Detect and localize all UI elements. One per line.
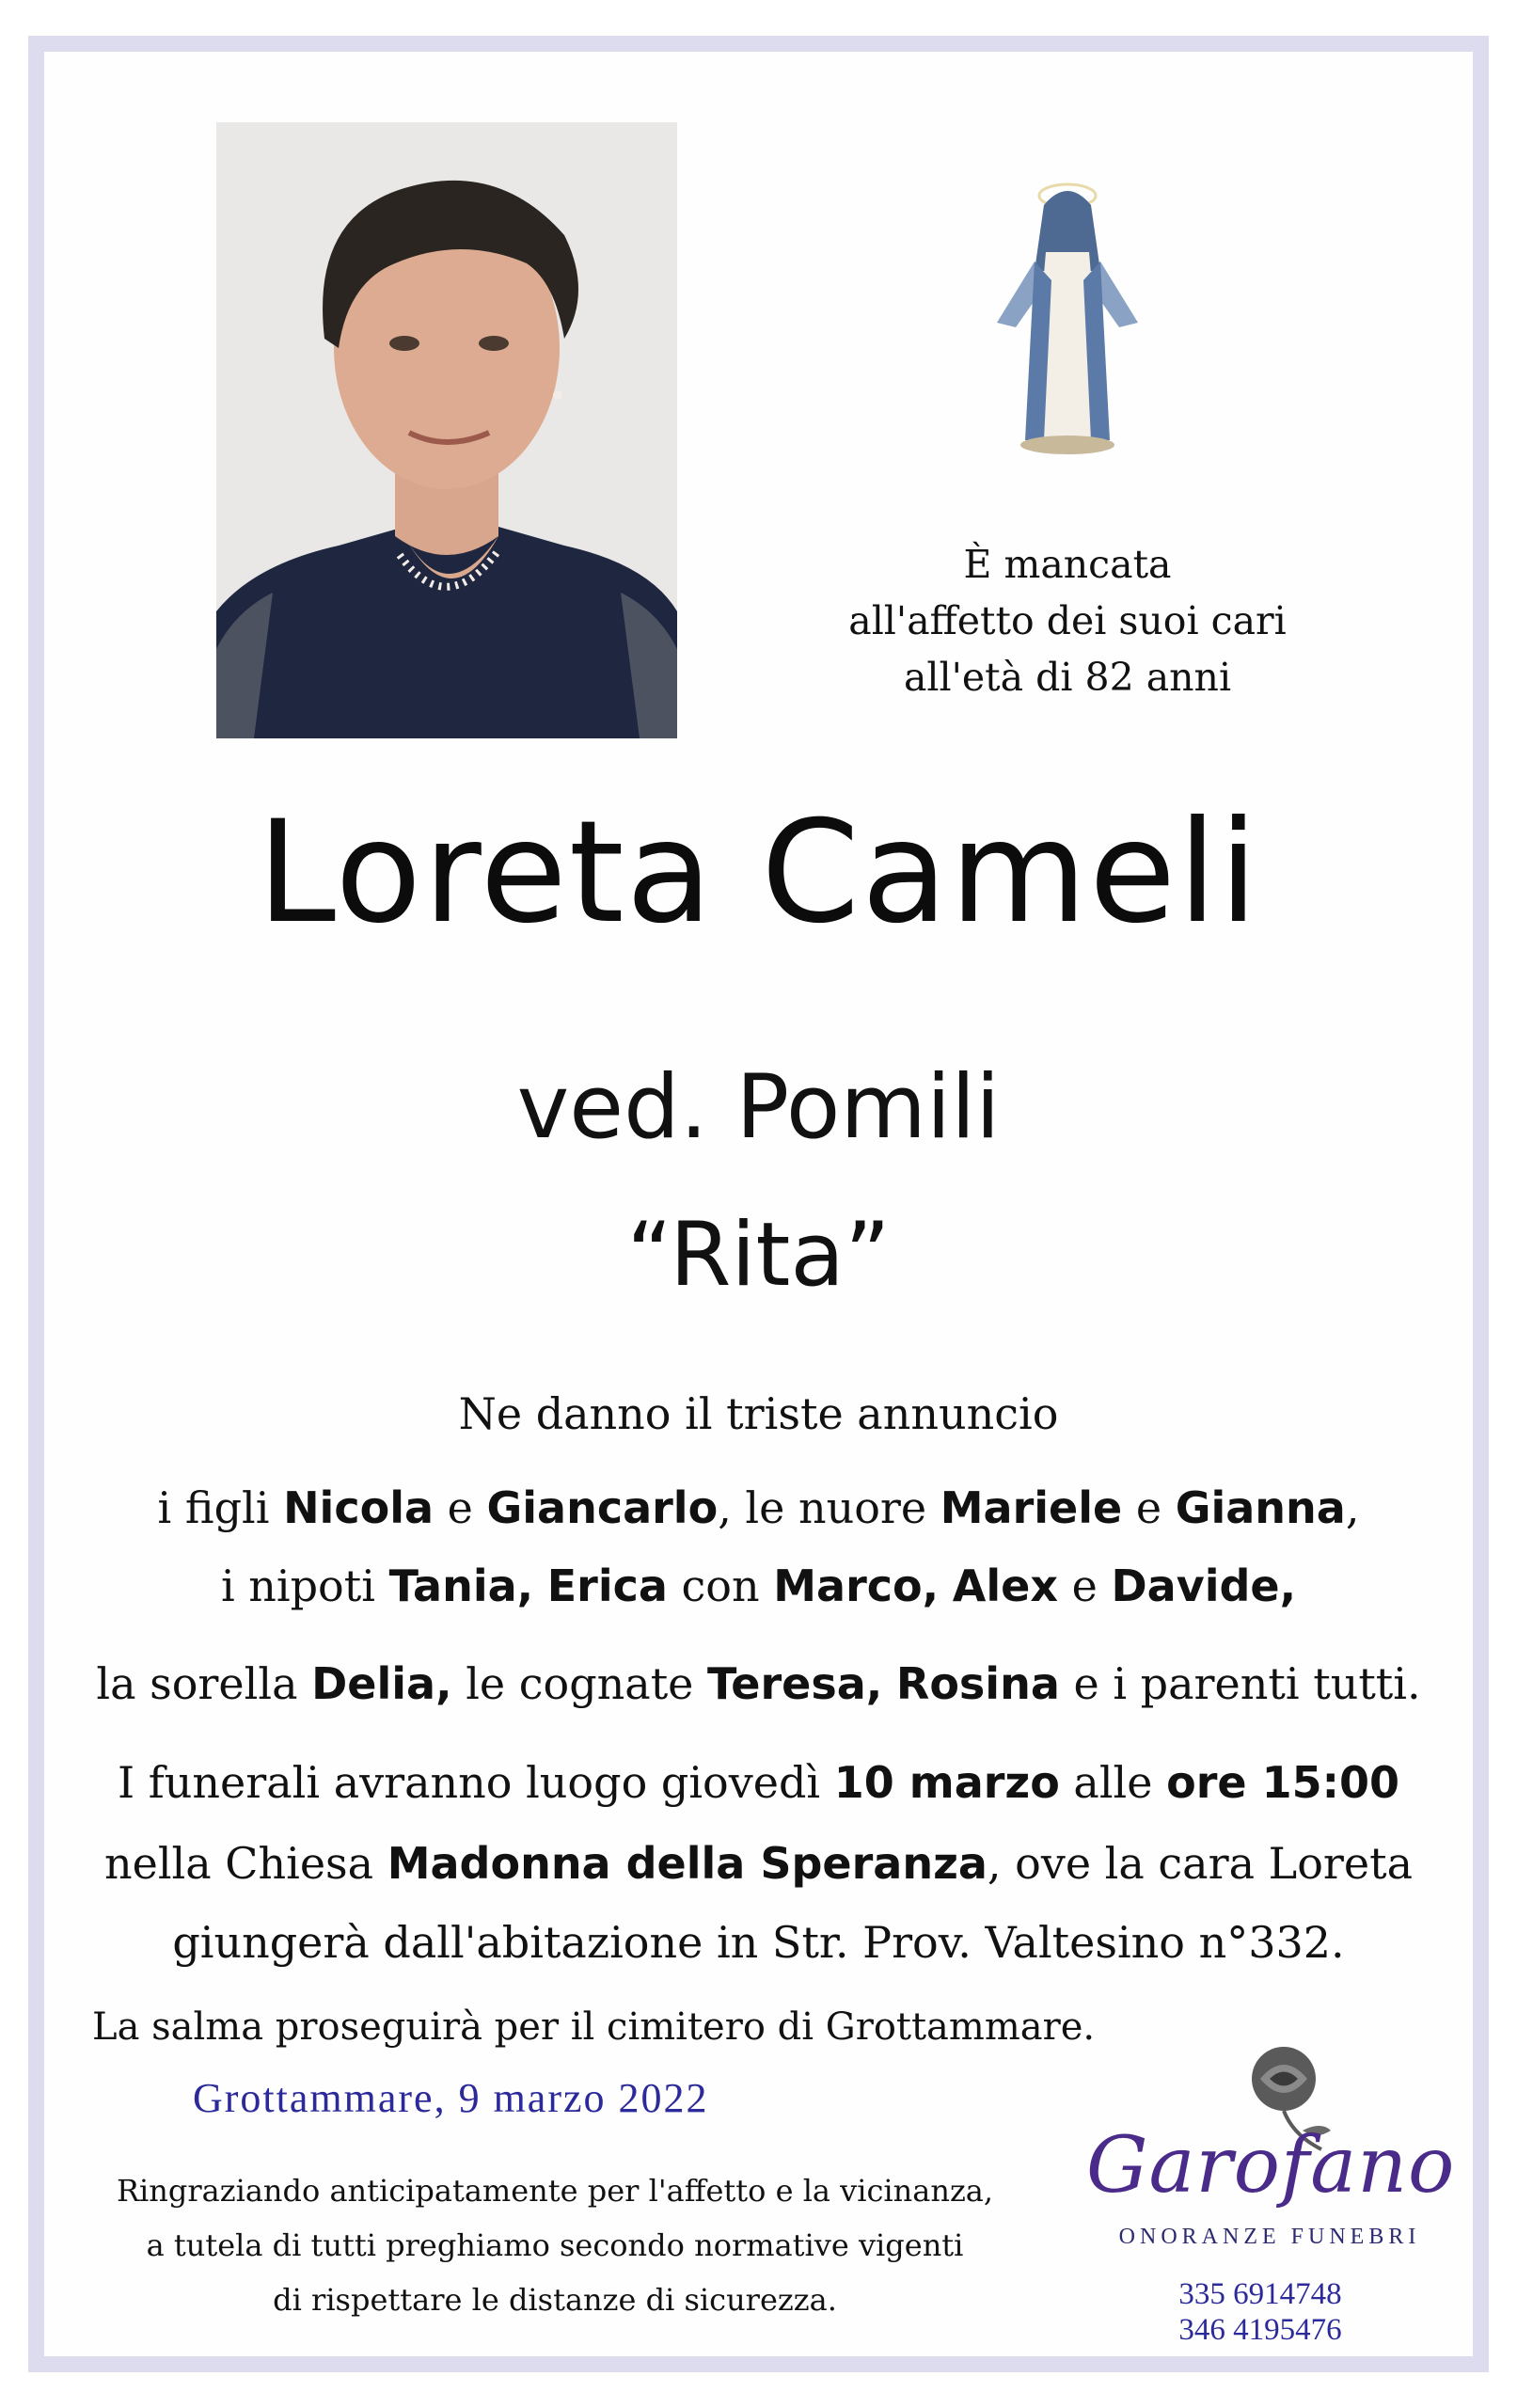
thanks-line-2: a tutela di tutti preghiamo secondo normative vigenti: [146, 2227, 964, 2263]
funeral-route-line: giungerà dall'abitazione in Str. Prov. Valtesino n°332.: [172, 1917, 1345, 1968]
age-line-3: all'età di 82 anni: [903, 655, 1232, 700]
place-date: Grottammare, 9 marzo 2022: [193, 2075, 709, 2121]
funeral-date-line: I funerali avranno luogo giovedì 10 marzo alle ore 15:00: [117, 1757, 1400, 1808]
logo-subtitle: ONORANZE FUNEBRI: [1118, 2225, 1421, 2249]
age-notice: [809, 536, 1326, 705]
madonna-image: [978, 158, 1157, 461]
portrait-image: [216, 122, 677, 738]
age-line-1: È mancata: [963, 542, 1172, 587]
thanks-note: [66, 2163, 1044, 2327]
announcement-relatives: la sorella Delia, le cognate Teresa, Rosina e i parenti tutti.: [96, 1658, 1421, 1709]
thanks-line-3: di rispettare le distanze di sicurezza.: [273, 2282, 837, 2318]
phone-2: 346 4195476: [1178, 2313, 1342, 2347]
nickname: “Rita”: [626, 1204, 891, 1307]
widow-of: ved. Pomili: [516, 1056, 1001, 1159]
funeral-home-logo: [1077, 2032, 1456, 2276]
funeral-church-line: nella Chiesa Madonna della Speranza, ove la cara Loreta: [103, 1838, 1414, 1889]
announcement-children: i figli Nicola e Giancarlo, le nuore Mariele e Gianna,: [157, 1482, 1360, 1533]
announcement-intro: Ne danno il triste annuncio: [458, 1388, 1059, 1439]
logo-brand: Garofano: [1086, 2121, 1456, 2210]
portrait-photo: [216, 122, 677, 738]
thanks-line-1: Ringraziando anticipatamente per l'affetto e la vicinanza,: [116, 2173, 994, 2209]
age-line-2: all'affetto dei suoi cari: [848, 598, 1287, 643]
burial-note: La salma proseguirà per il cimitero di Grottammare.: [92, 2005, 1096, 2049]
phone-numbers: [1143, 2276, 1378, 2348]
announcement-grandchildren: i nipoti Tania, Erica con Marco, Alex e Davide,: [220, 1560, 1297, 1611]
phone-1: 335 6914748: [1178, 2277, 1342, 2311]
deceased-name: Loreta Cameli: [257, 791, 1260, 955]
